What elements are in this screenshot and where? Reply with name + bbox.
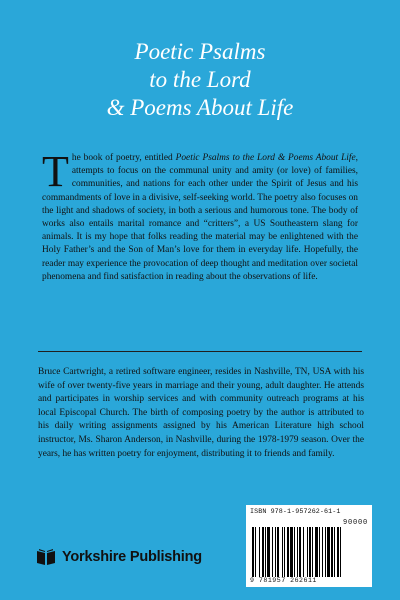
title-line-3: & Poems About Life xyxy=(106,95,294,120)
blurb-body: , attempts to focus on the communal unity and amity (or love) of families, communities, and nations for each other under the Spirit of Jesus and his commandments of love in a divisive, self-seeking world. The poetry also focuses on the light and shadows of society, in both a serious and humorous tone. The body of works also entails marital romance and “critters”, a US Southeastern slang for animals. It is my hope that folks reading the material may be enlightened with the Holy Father’s and the Son of Man’s love for them in everyday life. Hopefully, the reader may experience the provocation of deep thought and meditation over societal phenomena and find satisfaction in reading about the observations of life. xyxy=(42,153,358,282)
author-bio: Bruce Cartwright, a retired software engineer, resides in Nashville, TN, USA with his wife of over twenty-five years in marriage and their young, adult daughter. He attends and participates in worship services and with community outreach programs at his local Episcopal Church. The birth of composing poetry by the author is attributed to his daily writing assignments assigned by his American Literature high school instructor, Ms. Sharon Anderson, in Nashville, during the 1978-1979 season. Over the years, he has written poetry for enjoyment, distributing it to friends and family. xyxy=(38,367,364,459)
title-line-2: to the Lord xyxy=(149,67,251,92)
book-description xyxy=(42,147,358,284)
barcode-digits: 9 781957 262611 xyxy=(250,577,317,584)
barcode-bars xyxy=(252,527,366,577)
isbn-number: ISBN 978-1-957262-61-1 xyxy=(250,508,341,516)
blurb-intro: he book of poetry, entitled xyxy=(71,153,176,163)
publisher-name: Yorkshire Publishing xyxy=(62,549,202,565)
title-line-1: Poetic Psalms xyxy=(134,39,266,64)
publisher-logo xyxy=(36,548,202,566)
drop-cap: T xyxy=(42,147,69,196)
blurb-book-title: Poetic Psalms to the Lord & Poems About Life xyxy=(175,153,356,163)
isbn-barcode xyxy=(246,505,372,587)
book-title xyxy=(0,38,400,122)
price-code: 90000 xyxy=(342,519,368,527)
section-divider xyxy=(38,351,362,352)
open-book-icon xyxy=(36,548,56,566)
